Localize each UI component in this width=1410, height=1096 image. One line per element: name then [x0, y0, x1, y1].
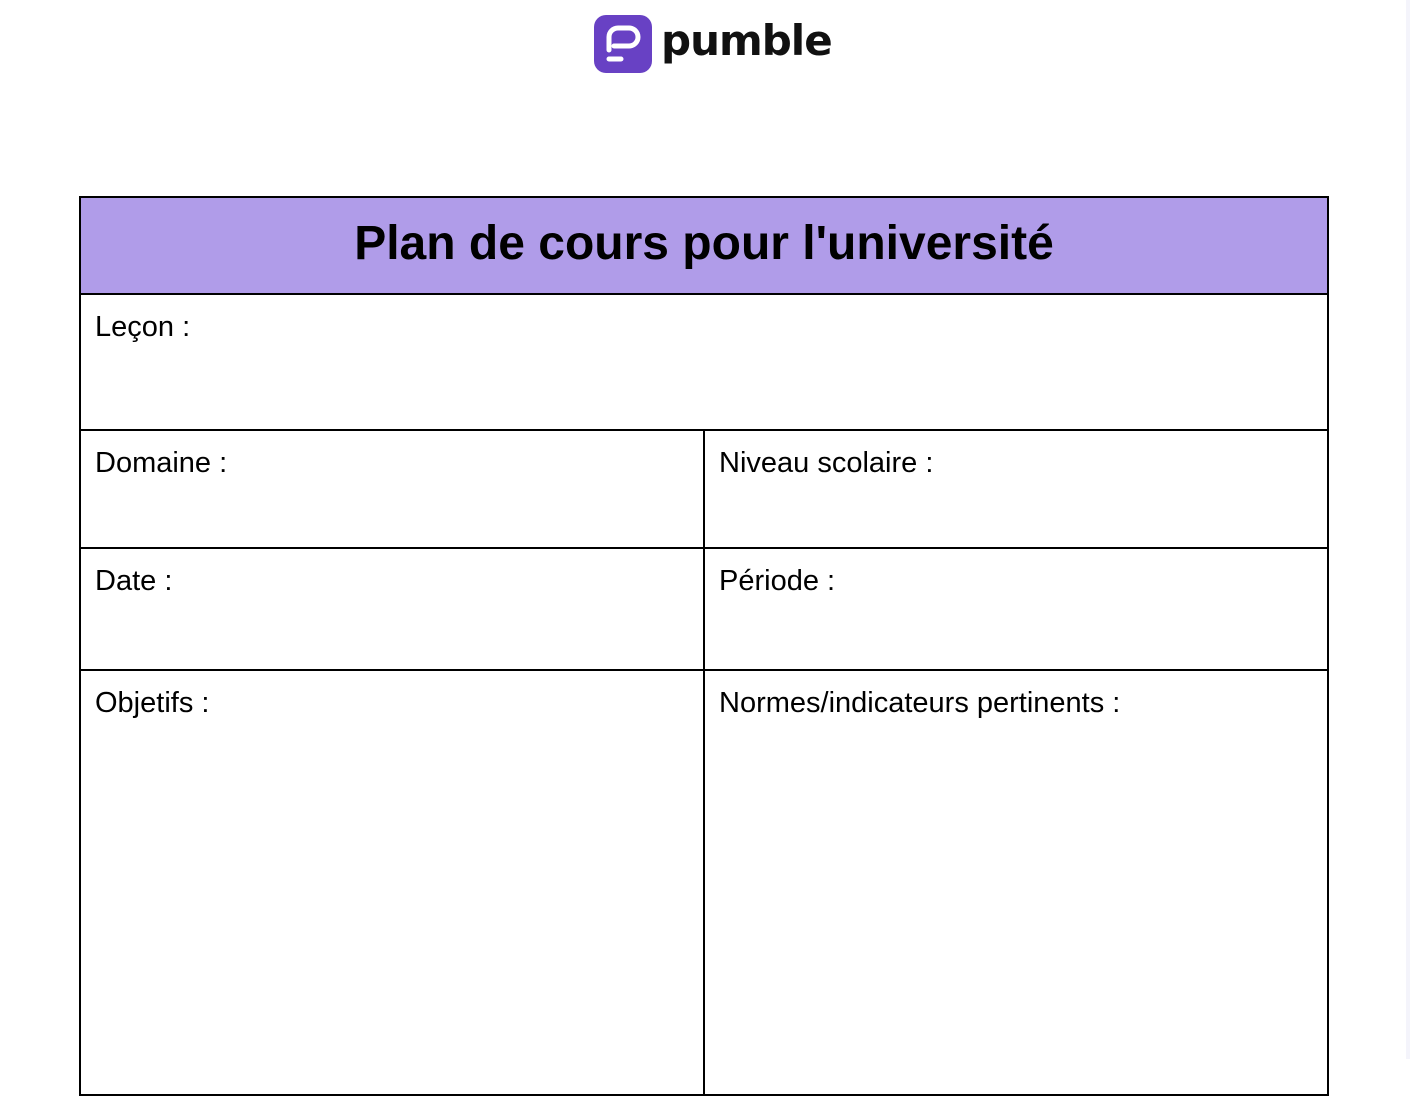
form-row-domain-level [81, 431, 1327, 549]
brand-header [594, 14, 832, 74]
lesson-plan-form [79, 196, 1329, 1096]
field-domain[interactable] [81, 431, 705, 547]
field-date[interactable] [81, 549, 705, 669]
field-date-label: Date : [95, 565, 173, 597]
form-row-lesson [81, 295, 1327, 431]
field-grade-level-label: Niveau scolaire : [719, 447, 934, 479]
field-period-label: Période : [719, 565, 836, 597]
field-objectives[interactable] [81, 671, 705, 1094]
field-lesson[interactable] [81, 295, 1327, 429]
field-domain-label: Domaine : [95, 447, 228, 479]
field-standards[interactable] [705, 671, 1327, 1094]
field-standards-label: Normes/indicateurs pertinents : [719, 687, 1121, 719]
form-row-objectives-standards [81, 671, 1327, 1094]
field-objectives-label: Objetifs : [95, 687, 210, 719]
page-edge-strip [1406, 0, 1410, 1059]
form-row-date-period [81, 549, 1327, 671]
field-grade-level[interactable] [705, 431, 1327, 547]
form-title-bar [81, 198, 1327, 295]
brand-name: pumble [661, 16, 832, 65]
form-title: Plan de cours pour l'université [354, 216, 1054, 270]
pumble-logo-icon [594, 15, 652, 73]
field-period[interactable] [705, 549, 1327, 669]
field-lesson-label: Leçon : [95, 311, 191, 343]
